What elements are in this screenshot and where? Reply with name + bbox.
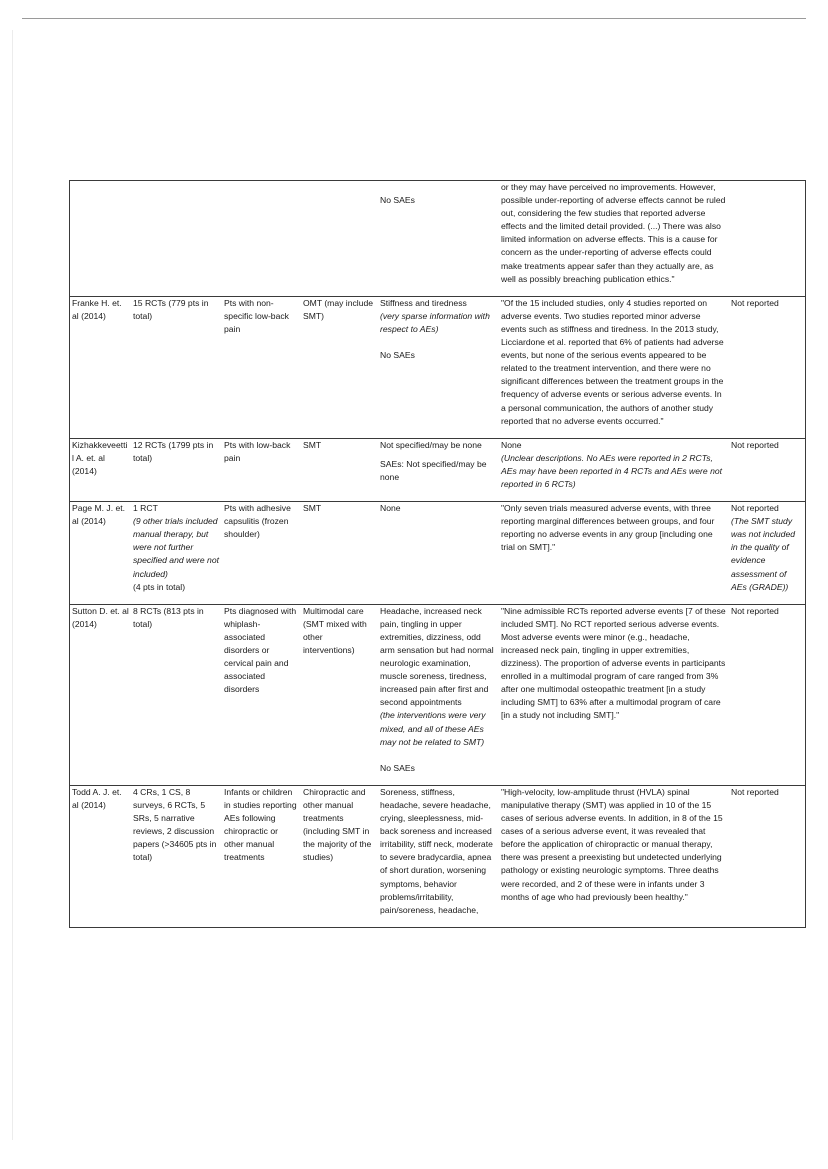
population-cell: Pts with non-specific low-back pain bbox=[222, 296, 301, 438]
intervention-cell: SMT bbox=[301, 502, 378, 605]
adverse-event-text: Soreness, stiffness, headache, severe headache, crying, sleeplessness, mid-back soreness and increased irritability, stiff neck, moderate to severe bradycardia, apnea of short duration, worsening symptoms, behavior problems/irritability, pain/soreness, headache, bbox=[380, 786, 493, 915]
design-cell: 8 RCTs (813 pts in total) bbox=[131, 604, 222, 785]
adverse-event-sae: SAEs: Not specified/may be none bbox=[380, 458, 487, 482]
author-cell bbox=[70, 181, 132, 297]
table-row bbox=[70, 785, 806, 927]
quote-cell: "Only seven trials measured adverse events, with three reporting marginal differences between groups, and four reporting no adverse events in any group [including one trial on SMT]." bbox=[499, 502, 729, 605]
table-row bbox=[70, 502, 806, 605]
adverse-events-cell bbox=[378, 502, 499, 605]
design-cell bbox=[131, 181, 222, 297]
quote-cell: "Nine admissible RCTs reported adverse events [7 of these included SMT]. No RCT reported serious adverse events. Most adverse events were minor (e.g., headache, increased neck pain, tingling in upper extremities, dizziness). The proportion of adverse events in participants enrolled in a multimodal program of care ranged from 3% after one multimodal osteopathic treatment [in a study including SMT] to 63% after a multimodal program of care [in a study not including SMT]." bbox=[499, 604, 729, 785]
quote-text: None bbox=[501, 439, 522, 450]
quality-cell: Not reported bbox=[729, 296, 806, 438]
intervention-cell bbox=[301, 181, 378, 297]
adverse-event-text: No SAEs bbox=[380, 195, 415, 205]
design-extra: (4 pts in total) bbox=[133, 581, 186, 592]
design-cell: 15 RCTs (779 pts in total) bbox=[131, 296, 222, 438]
scan-edge-shadow bbox=[12, 30, 13, 1140]
adverse-events-cell bbox=[378, 296, 499, 438]
intervention-cell: SMT bbox=[301, 438, 378, 501]
adverse-event-sae: No SAEs bbox=[380, 762, 415, 773]
intervention-cell: OMT (may include SMT) bbox=[301, 296, 378, 438]
population-cell: Pts with adhesive capsulitis (frozen shoulder) bbox=[222, 502, 301, 605]
intervention-cell: Chiropractic and other manual treatments (including SMT in the majority of the studies) bbox=[301, 785, 378, 927]
adverse-event-note: (very sparse information with respect to AEs) bbox=[380, 310, 490, 334]
adverse-event-text: Headache, increased neck pain, tingling in upper extremities, dizziness, odd arm sensation but had normal neurologic examination, muscle soreness, tiredness, increased pain after first and second appointments bbox=[380, 605, 494, 708]
design-cell: 12 RCTs (1799 pts in total) bbox=[131, 438, 222, 501]
author-cell: Franke H. et. al (2014) bbox=[70, 296, 132, 438]
adverse-event-text: None bbox=[380, 503, 401, 514]
quote-note: (Unclear descriptions. No AEs were reported in 2 RCTs, AEs may have been reported in 4 RCTs and AEs were not reported in 6 RCTs) bbox=[501, 452, 723, 489]
design-cell bbox=[131, 502, 222, 605]
author-cell: Kizhakkeveettil A. et. al (2014) bbox=[70, 438, 132, 501]
table-row bbox=[70, 296, 806, 438]
page-header-rule bbox=[22, 18, 806, 19]
quote-cell: or they may have perceived no improvements. However, possible under-reporting of adverse effects cannot be ruled out, considering the few studies that reported adverse effects and the limited detail provided. (...) There was also limited information on adverse effects. This is a cause for concern as the under-reporting of adverse effects could make treatments appear safer than they actually are, as well as possibly breaching publication ethics." bbox=[501, 182, 726, 284]
population-cell: Pts with low-back pain bbox=[222, 438, 301, 501]
author-cell: Page M. J. et. al (2014) bbox=[70, 502, 132, 605]
adverse-event-sae: No SAEs bbox=[380, 350, 415, 361]
table-row bbox=[70, 604, 806, 785]
population-cell: Pts diagnosed with whiplash-associated disorders or cervical pain and associated disorders bbox=[222, 604, 301, 785]
design-text: 1 RCT bbox=[133, 503, 158, 514]
quality-cell bbox=[729, 502, 806, 605]
quality-cell: Not reported bbox=[729, 785, 806, 927]
design-note: (9 other trials included manual therapy, but were not further specified and were not included) bbox=[133, 516, 219, 579]
quote-cell bbox=[499, 438, 729, 501]
quality-cell: Not reported bbox=[729, 604, 806, 785]
population-cell bbox=[222, 181, 301, 297]
quality-text: Not reported bbox=[731, 503, 779, 514]
evidence-table bbox=[69, 180, 806, 928]
table-row bbox=[70, 181, 806, 297]
table-row bbox=[70, 438, 806, 501]
author-cell: Todd A. J. et. al (2014) bbox=[70, 785, 132, 927]
author-cell: Sutton D. et. al (2014) bbox=[70, 604, 132, 785]
adverse-events-cell bbox=[378, 604, 499, 785]
quality-cell bbox=[729, 181, 806, 297]
intervention-cell: Multimodal care (SMT mixed with other interventions) bbox=[301, 604, 378, 785]
adverse-events-cell bbox=[378, 438, 499, 501]
population-cell: Infants or children in studies reporting AEs following chiropractic or other manual treatments bbox=[222, 785, 301, 927]
adverse-event-text: Not specified/may be none bbox=[380, 439, 482, 450]
adverse-event-note: (the interventions were very mixed, and all of these AEs may not be related to SMT) bbox=[380, 710, 486, 747]
adverse-events-cell bbox=[378, 785, 499, 927]
quality-cell: Not reported bbox=[729, 438, 806, 501]
quote-cell: "Of the 15 included studies, only 4 studies reported on adverse events. Two studies reported minor adverse events such as stiffness and tiredness. In the 2013 study, Licciardone et al. reported that 6% of patients had adverse events, but none of the serious events appeared to be related to the treatment intervention, and there were no significant differences between the treatment groups in the frequency of adverse events or serious adverse events. In a personal communication, the authors of another study reported that no adverse events occurred." bbox=[499, 296, 729, 438]
quote-cell: "High-velocity, low-amplitude thrust (HVLA) spinal manipulative therapy (SMT) was applied in 10 of the 15 cases of serious adverse events. In addition, in 8 of the 15 cases of a serious adverse event, it was revealed that before the application of chiropractic or manual therapy, there was present a preexisting but undetected underlying pathology or existing neurologic symptoms. Three deaths were recorded, and 2 of these were in infants under 3 months of age who had previously been healthy." bbox=[499, 785, 729, 927]
design-cell: 4 CRs, 1 CS, 8 surveys, 6 RCTs, 5 SRs, 5 narrative reviews, 2 discussion papers (>34605 pts in total) bbox=[131, 785, 222, 927]
adverse-events-cell bbox=[378, 181, 499, 297]
adverse-event-text: Stiffness and tiredness bbox=[380, 297, 467, 308]
quality-note: (The SMT study was not included in the quality of evidence assessment of AEs (GRADE)) bbox=[731, 516, 796, 592]
